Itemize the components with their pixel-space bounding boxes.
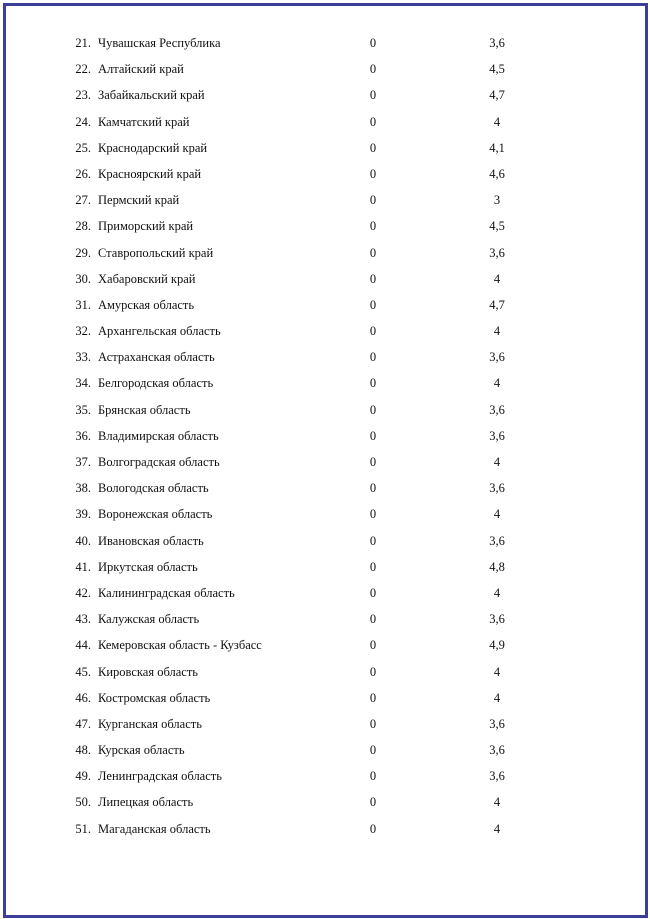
row-number: 31. — [75, 297, 91, 312]
region-name: Курганская область — [98, 716, 202, 731]
table-row — [6, 427, 645, 453]
value-column-2: 4,6 — [489, 166, 505, 181]
row-number: 51. — [75, 821, 91, 836]
region-name: Волгоградская область — [98, 455, 220, 469]
value-column-2: 4,5 — [489, 219, 505, 234]
value-column-1: 0 — [369, 612, 377, 627]
value-column-2: 3,6 — [489, 245, 505, 260]
row-number: 34. — [75, 376, 91, 391]
row-number: 39. — [75, 507, 91, 522]
row-number: 49. — [75, 769, 91, 784]
table-row — [6, 270, 645, 296]
value-column-2: 3,6 — [489, 716, 505, 731]
value-column-1: 0 — [369, 402, 377, 417]
row-number: 27. — [75, 193, 91, 208]
table-row — [6, 532, 645, 558]
table-row — [6, 217, 645, 243]
table-row — [6, 610, 645, 636]
region-name: Чувашская Республика — [98, 36, 221, 50]
table-row — [6, 34, 645, 60]
table-row — [6, 558, 645, 584]
value-column-2: 3,6 — [489, 428, 505, 443]
row-number: 50. — [75, 795, 91, 810]
region-name: Липецкая область — [98, 795, 194, 810]
region-name: Ленинградская область — [98, 769, 222, 784]
row-number: 40. — [75, 533, 91, 548]
region-name: Калужская область — [98, 612, 200, 627]
row-number: 41. — [75, 559, 91, 574]
value-column-1: 0 — [369, 690, 377, 705]
region-name: Магаданская область — [98, 821, 211, 836]
value-column-1: 0 — [369, 350, 377, 365]
table-row — [6, 244, 645, 270]
table-row — [6, 60, 645, 86]
row-number: 22. — [75, 62, 91, 77]
row-number: 23. — [75, 88, 91, 103]
value-column-2: 4 — [493, 324, 501, 339]
row-number: 28. — [75, 219, 91, 234]
region-name: Забайкальский край — [98, 88, 205, 103]
value-column-2: 4 — [493, 690, 501, 705]
value-column-2: 4 — [493, 376, 501, 391]
row-number: 24. — [75, 114, 91, 129]
value-column-1: 0 — [369, 716, 377, 731]
value-column-2: 4,1 — [489, 140, 505, 155]
row-number: 25. — [75, 140, 91, 155]
region-name: Астраханская область — [98, 350, 215, 365]
value-column-1: 0 — [369, 297, 377, 312]
region-name: Белгородская область — [98, 376, 214, 391]
row-number: 32. — [75, 324, 91, 339]
region-name: Вологодская область — [98, 481, 209, 496]
region-name: Архангельская область — [98, 324, 221, 339]
value-column-1: 0 — [369, 455, 377, 469]
value-column-1: 0 — [369, 245, 377, 260]
value-column-1: 0 — [369, 481, 377, 496]
value-column-2: 4 — [493, 664, 501, 679]
row-number: 45. — [75, 664, 91, 679]
value-column-1: 0 — [369, 428, 377, 443]
row-number: 46. — [75, 690, 91, 705]
row-number: 29. — [75, 245, 91, 260]
value-column-2: 4 — [493, 795, 501, 810]
row-number: 38. — [75, 481, 91, 496]
row-number: 47. — [75, 716, 91, 731]
value-column-2: 3,6 — [489, 350, 505, 365]
table-row — [6, 453, 645, 479]
value-column-2: 3 — [493, 193, 501, 208]
row-number: 44. — [75, 638, 91, 653]
table-row — [6, 663, 645, 689]
value-column-2: 4,9 — [489, 638, 505, 653]
row-number: 30. — [75, 271, 91, 286]
row-number: 43. — [75, 612, 91, 627]
value-column-2: 4 — [493, 585, 501, 600]
table-row — [6, 505, 645, 531]
value-column-2: 3,6 — [489, 533, 505, 548]
value-column-1: 0 — [369, 114, 377, 129]
table-row — [6, 584, 645, 610]
value-column-1: 0 — [369, 507, 377, 522]
value-column-1: 0 — [369, 638, 377, 653]
table-row — [6, 741, 645, 767]
value-column-2: 4 — [493, 821, 501, 836]
value-column-1: 0 — [369, 376, 377, 391]
value-column-2: 3,6 — [489, 612, 505, 627]
row-number: 42. — [75, 585, 91, 600]
table-row — [6, 374, 645, 400]
value-column-2: 3,6 — [489, 743, 505, 758]
region-name: Амурская область — [98, 297, 195, 312]
region-name: Костромская область — [98, 690, 211, 705]
value-column-2: 4 — [493, 271, 501, 286]
value-column-1: 0 — [369, 533, 377, 548]
table-row — [6, 715, 645, 741]
value-column-2: 3,6 — [489, 481, 505, 496]
value-column-1: 0 — [369, 664, 377, 679]
value-column-1: 0 — [369, 62, 377, 77]
table-row — [6, 636, 645, 662]
value-column-2: 4 — [493, 507, 501, 522]
value-column-1: 0 — [369, 88, 377, 103]
value-column-1: 0 — [369, 821, 377, 836]
region-name: Кировская область — [98, 664, 199, 679]
region-name: Камчатский край — [98, 114, 190, 129]
row-number: 33. — [75, 350, 91, 365]
region-table — [6, 34, 645, 846]
region-name: Владимирская область — [98, 428, 219, 443]
table-row — [6, 820, 645, 846]
table-row — [6, 401, 645, 427]
table-row — [6, 191, 645, 217]
table-row — [6, 113, 645, 139]
value-column-1: 0 — [369, 324, 377, 339]
region-name: Краснодарский край — [98, 140, 208, 155]
table-row — [6, 322, 645, 348]
region-name: Кемеровская область - Кузбасс — [98, 638, 262, 653]
value-column-2: 4,7 — [489, 88, 505, 103]
value-column-1: 0 — [369, 743, 377, 758]
table-row — [6, 793, 645, 819]
document-page — [3, 3, 648, 918]
table-row — [6, 86, 645, 112]
value-column-1: 0 — [369, 140, 377, 155]
table-row — [6, 479, 645, 505]
value-column-2: 4 — [493, 455, 501, 469]
region-name: Иркутская область — [98, 559, 198, 574]
region-name: Калининградская область — [98, 585, 235, 600]
value-column-2: 4 — [493, 114, 501, 129]
value-column-1: 0 — [369, 166, 377, 181]
table-row — [6, 689, 645, 715]
value-column-2: 3,6 — [489, 36, 505, 50]
value-column-1: 0 — [369, 271, 377, 286]
table-row — [6, 348, 645, 374]
row-number: 36. — [75, 428, 91, 443]
region-name: Приморский край — [98, 219, 194, 234]
value-column-2: 4,7 — [489, 297, 505, 312]
value-column-2: 3,6 — [489, 769, 505, 784]
row-number: 48. — [75, 743, 91, 758]
value-column-1: 0 — [369, 795, 377, 810]
region-name: Ставропольский край — [98, 245, 214, 260]
value-column-1: 0 — [369, 585, 377, 600]
region-name: Воронежская область — [98, 507, 213, 522]
value-column-1: 0 — [369, 559, 377, 574]
value-column-1: 0 — [369, 769, 377, 784]
table-row — [6, 139, 645, 165]
region-name: Курская область — [98, 743, 185, 758]
value-column-2: 3,6 — [489, 402, 505, 417]
table-row — [6, 165, 645, 191]
row-number: 35. — [75, 402, 91, 417]
region-name: Брянская область — [98, 402, 191, 417]
row-number: 21. — [75, 36, 91, 50]
region-name: Хабаровский край — [98, 271, 196, 286]
value-column-2: 4,5 — [489, 62, 505, 77]
region-name: Алтайский край — [98, 62, 184, 77]
row-number: 37. — [75, 455, 91, 469]
region-name: Пермский край — [98, 193, 180, 208]
value-column-1: 0 — [369, 193, 377, 208]
value-column-2: 4,8 — [489, 559, 505, 574]
row-number: 26. — [75, 166, 91, 181]
region-name: Красноярский край — [98, 166, 202, 181]
table-row — [6, 767, 645, 793]
region-name: Ивановская область — [98, 533, 204, 548]
value-column-1: 0 — [369, 219, 377, 234]
value-column-1: 0 — [369, 36, 377, 50]
table-row — [6, 296, 645, 322]
